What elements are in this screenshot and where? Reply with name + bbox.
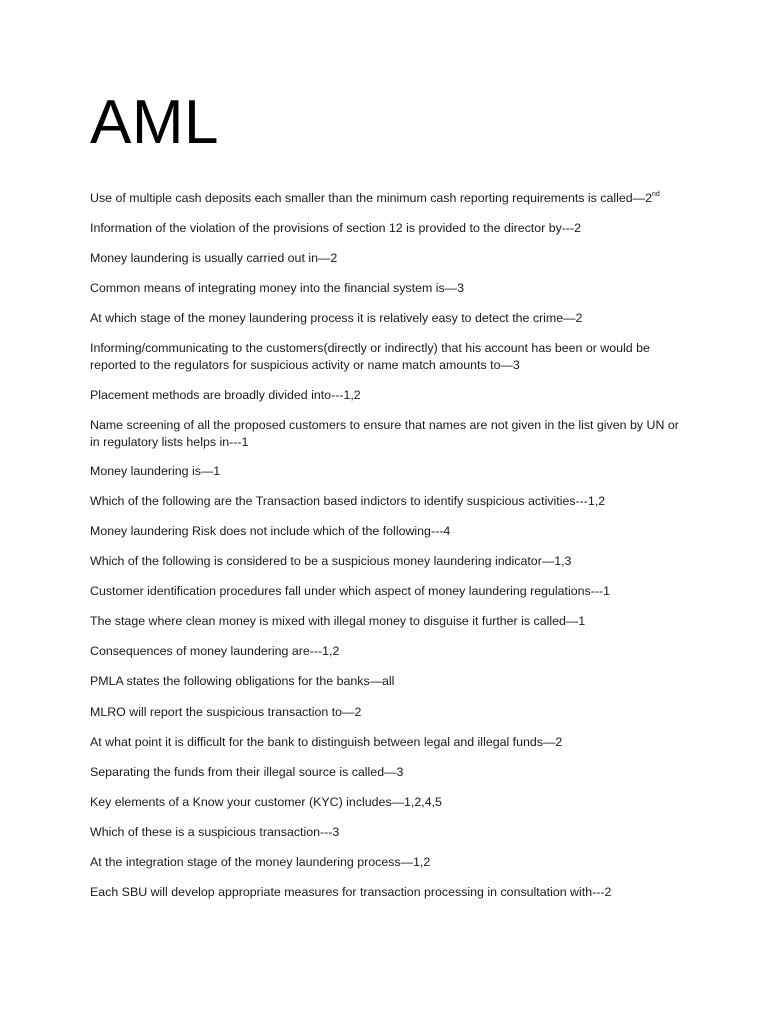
item-text: Informing/communicating to the customers(directly or indirectly) that his account has been or would be reported to the regulators for suspicious activity or name match amounts to—3: [90, 341, 650, 373]
list-item: [90, 643, 690, 660]
list-item: [90, 734, 690, 751]
item-text: Money laundering is usually carried out in—2: [90, 251, 338, 266]
document-title: AML: [90, 88, 219, 157]
item-text: MLRO will report the suspicious transaction to—2: [90, 704, 362, 719]
list-item: [90, 310, 690, 327]
item-text: PMLA states the following obligations for the banks—all: [90, 674, 395, 689]
list-item: [90, 493, 690, 510]
list-item: [90, 794, 690, 811]
list-item: [90, 523, 690, 540]
question-list: [90, 190, 690, 914]
list-item: [90, 190, 690, 207]
list-item: [90, 764, 690, 781]
list-item: [90, 704, 690, 721]
item-text: Key elements of a Know your customer (KYC) includes—1,2,4,5: [90, 794, 442, 809]
item-text: Consequences of money laundering are---1,2: [90, 644, 340, 659]
list-item: [90, 613, 690, 630]
list-item: [90, 280, 690, 297]
list-item: [90, 387, 690, 404]
item-text: At what point it is difficult for the bank to distinguish between legal and illegal funds—2: [90, 734, 563, 749]
list-item: [90, 583, 690, 600]
item-text: Money laundering is—1: [90, 463, 221, 478]
item-text: Which of the following are the Transaction based indictors to identify suspicious activities---1,2: [90, 493, 606, 508]
item-text: Common means of integrating money into the financial system is—3: [90, 281, 464, 296]
list-item: [90, 250, 690, 267]
list-item: [90, 673, 690, 690]
item-superscript: nd: [651, 190, 660, 198]
list-item: [90, 463, 690, 480]
item-text: Use of multiple cash deposits each smaller than the minimum cash reporting requirements is called—2: [90, 191, 652, 205]
item-text: Which of these is a suspicious transaction---3: [90, 824, 340, 839]
item-text: Money laundering Risk does not include which of the following---4: [90, 523, 451, 538]
item-text: At the integration stage of the money laundering process—1,2: [90, 854, 431, 869]
item-text: Name screening of all the proposed customers to ensure that names are not given in the list given by UN or in regulatory lists helps in---1: [90, 417, 679, 449]
item-text: Information of the violation of the provisions of section 12 is provided to the director by---2: [90, 221, 582, 236]
item-text: Customer identification procedures fall under which aspect of money laundering regulations---1: [90, 584, 610, 599]
item-text: Placement methods are broadly divided into---1,2: [90, 387, 361, 402]
list-item: [90, 220, 690, 237]
item-text: Each SBU will develop appropriate measures for transaction processing in consultation with---2: [90, 885, 612, 900]
list-item: [90, 553, 690, 570]
item-text: Which of the following is considered to be a suspicious money laundering indicator—1,3: [90, 554, 572, 569]
list-item: [90, 340, 690, 374]
item-text: The stage where clean money is mixed with illegal money to disguise it further is called—1: [90, 614, 586, 629]
list-item: [90, 854, 690, 871]
list-item: [90, 824, 690, 841]
list-item: [90, 884, 690, 901]
item-text: At which stage of the money laundering process it is relatively easy to detect the crime—2: [90, 311, 583, 326]
item-text: Separating the funds from their illegal source is called—3: [90, 764, 404, 779]
list-item: [90, 417, 690, 451]
